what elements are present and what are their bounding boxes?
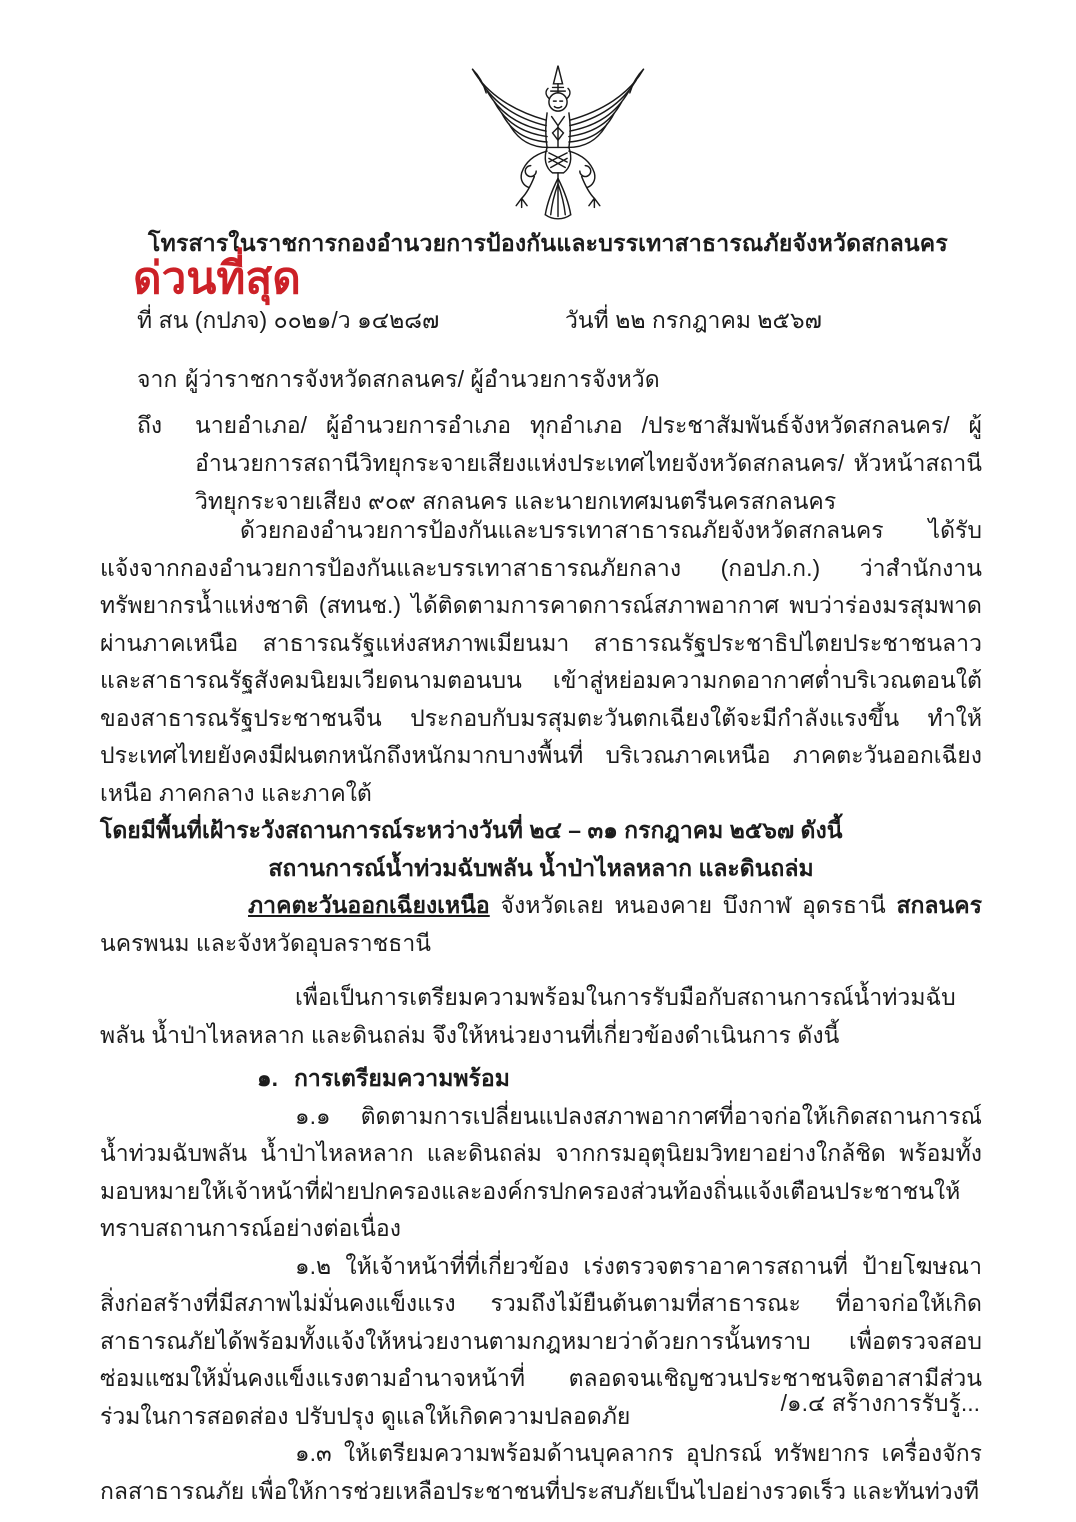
document-date: วันที่ ๒๒ กรกฎาคม ๒๕๖๗ (565, 307, 822, 333)
body-paragraph-1: ด้วยกองอำนวยการป้องกันและบรรเทาสาธารณภัยจังหวัดสกลนคร ได้รับแจ้งจากกองอำนวยการป้องกันและบรรเทาสาธารณภัยกลาง (กอปภ.ก.) ว่าสำนักงานทรัพยากรน้ำแห่งชาติ (สทนช.) ได้ติดตามการคาดการณ์สภาพอากาศ พบว่าร่องมรสุมพาดผ่านภาคเหนือ สาธารณรัฐแห่งสหภาพเมียนมา สาธารณรัฐประชาธิปไตยประชาชนลาว และสาธารณรัฐสังคมนิยมเวียดนามตอนบน เข้าสู่หย่อมความกดอากาศต่ำบริเวณตอนใต้ของสาธารณรัฐประชาชนจีน ประกอบกับมรสุมตะวันตกเฉียงใต้จะมีกำลังแรงขึ้น ทำให้ประเทศไทยยังคงมีฝนตกหนักถึงหนักมากบางพื้นที่ บริเวณภาคเหนือ ภาคตะวันออกเฉียงเหนือ ภาคกลาง และภาคใต้ (100, 517, 982, 806)
garuda-icon (458, 58, 658, 226)
letter-body (100, 512, 982, 1510)
province-highlight: สกลนคร (896, 892, 982, 918)
section-1-title: การเตรียมความพร้อม (294, 1065, 510, 1091)
garuda-emblem (458, 58, 658, 226)
item-1-1: ๑.๑ ติดตามการเปลี่ยนแปลงสภาพอากาศที่อาจก่อให้เกิดสถานการณ์น้ำท่วมฉับพลัน น้ำป่าไหลหลาก และดินถล่ม จากกรมอุตุนิยมวิทยาอย่างใกล้ชิด พร้อมทั้งมอบหมายให้เจ้าหน้าที่ฝ่ายปกครองและองค์กรปกครองส่วนท้องถิ่นแจ้งเตือนประชาชนให้ทราบสถานการณ์อย่างต่อเนื่อง (100, 1102, 982, 1241)
region-name: ภาคตะวันออกเฉียงเหนือ (248, 892, 490, 918)
from-row (137, 362, 660, 398)
item-1-3: ๑.๓ ให้เตรียมความพร้อมด้านบุคลากร อุปกรณ์ ทรัพยากร เครื่องจักรกลสาธารณภัย เพื่อให้การช่วยเหลือประชาชนที่ประสบภัยเป็นไปอย่างรวดเร็ว และทันท่วงที (100, 1440, 982, 1504)
section-1-heading (257, 1060, 982, 1098)
to-row (137, 406, 982, 520)
province-list-after: นครพนม และจังหวัดอุบลราชธานี (100, 929, 431, 956)
to-value: นายอำเภอ/ ผู้อำนวยการอำเภอ ทุกอำเภอ /ประชาสัมพันธ์จังหวัดสกลนคร/ ผู้อำนวยการสถานีวิทยุกระจายเสียงแห่งประเทศไทยจังหวัดสกลนคร/ หัวหน้าสถานีวิทยุกระจายเสียง ๙๐๙ สกลนคร และนายกเทศมนตรีนครสกลนคร (195, 412, 982, 514)
item-1-2: ๑.๒ ให้เจ้าหน้าที่ที่เกี่ยวข้อง เร่งตรวจตราอาคารสถานที่ ป้ายโฆษณา สิ่งก่อสร้างที่มีสภาพไม่มั่นคงแข็งแรง รวมถึงไม้ยืนต้นตามที่สาธารณะ ที่อาจก่อให้เกิดสาธารณภัยได้พร้อมทั้งแจ้งให้หน่วยงานตามกฎหมายว่าด้วยการนั้นทราบ เพื่อตรวจสอบซ่อมแซมให้มั่นคงแข็งแรงตามอำนาจหน้าที่ ตลอดจนเชิญชวนประชาชนจิตอาสามีส่วนร่วมในการสอดส่อง ปรับปรุง ดูแลให้เกิดความปลอดภัย (100, 1252, 982, 1429)
from-value: ผู้ว่าราชการจังหวัดสกลนคร/ ผู้อำนวยการจังหวัด (185, 366, 660, 392)
province-list-before: จังหวัดเลย หนองคาย บึงกาฬ อุดรธานี (489, 892, 897, 918)
from-label: จาก (137, 366, 178, 392)
to-label: ถึง (137, 412, 163, 438)
document-title: โทรสารในราชการกองอำนวยการป้องกันและบรรเทาสาธารณภัยจังหวัดสกลนคร (148, 230, 948, 256)
situation-heading: สถานการณ์น้ำท่วมฉับพลัน น้ำป่าไหลหลาก และดินถล่ม (268, 854, 814, 881)
region-paragraph (100, 887, 982, 962)
reference-number: ที่ สน (กปภจ) ๐๐๒๑/ว ๑๔๒๘๗ (137, 307, 440, 333)
watch-area-line: โดยมีพื้นที่เฝ้าระวังสถานการณ์ระหว่างวันที่ ๒๔ – ๓๑ กรกฎาคม ๒๕๖๗ ดังนี้ (100, 817, 843, 843)
intro-paragraph-2: เพื่อเป็นการเตรียมความพร้อมในการรับมือกับสถานการณ์น้ำท่วมฉับพลัน น้ำป่าไหลหลาก และดินถล่ม จึงให้หน่วยงานที่เกี่ยวข้องดำเนินการ ดังนี้ (100, 984, 956, 1048)
page-continuation-note: /๑.๔ สร้างการรับรู้... (780, 1390, 980, 1416)
section-1-number: ๑. (257, 1065, 278, 1091)
urgency-stamp: ด่วนที่สุด (133, 254, 301, 303)
